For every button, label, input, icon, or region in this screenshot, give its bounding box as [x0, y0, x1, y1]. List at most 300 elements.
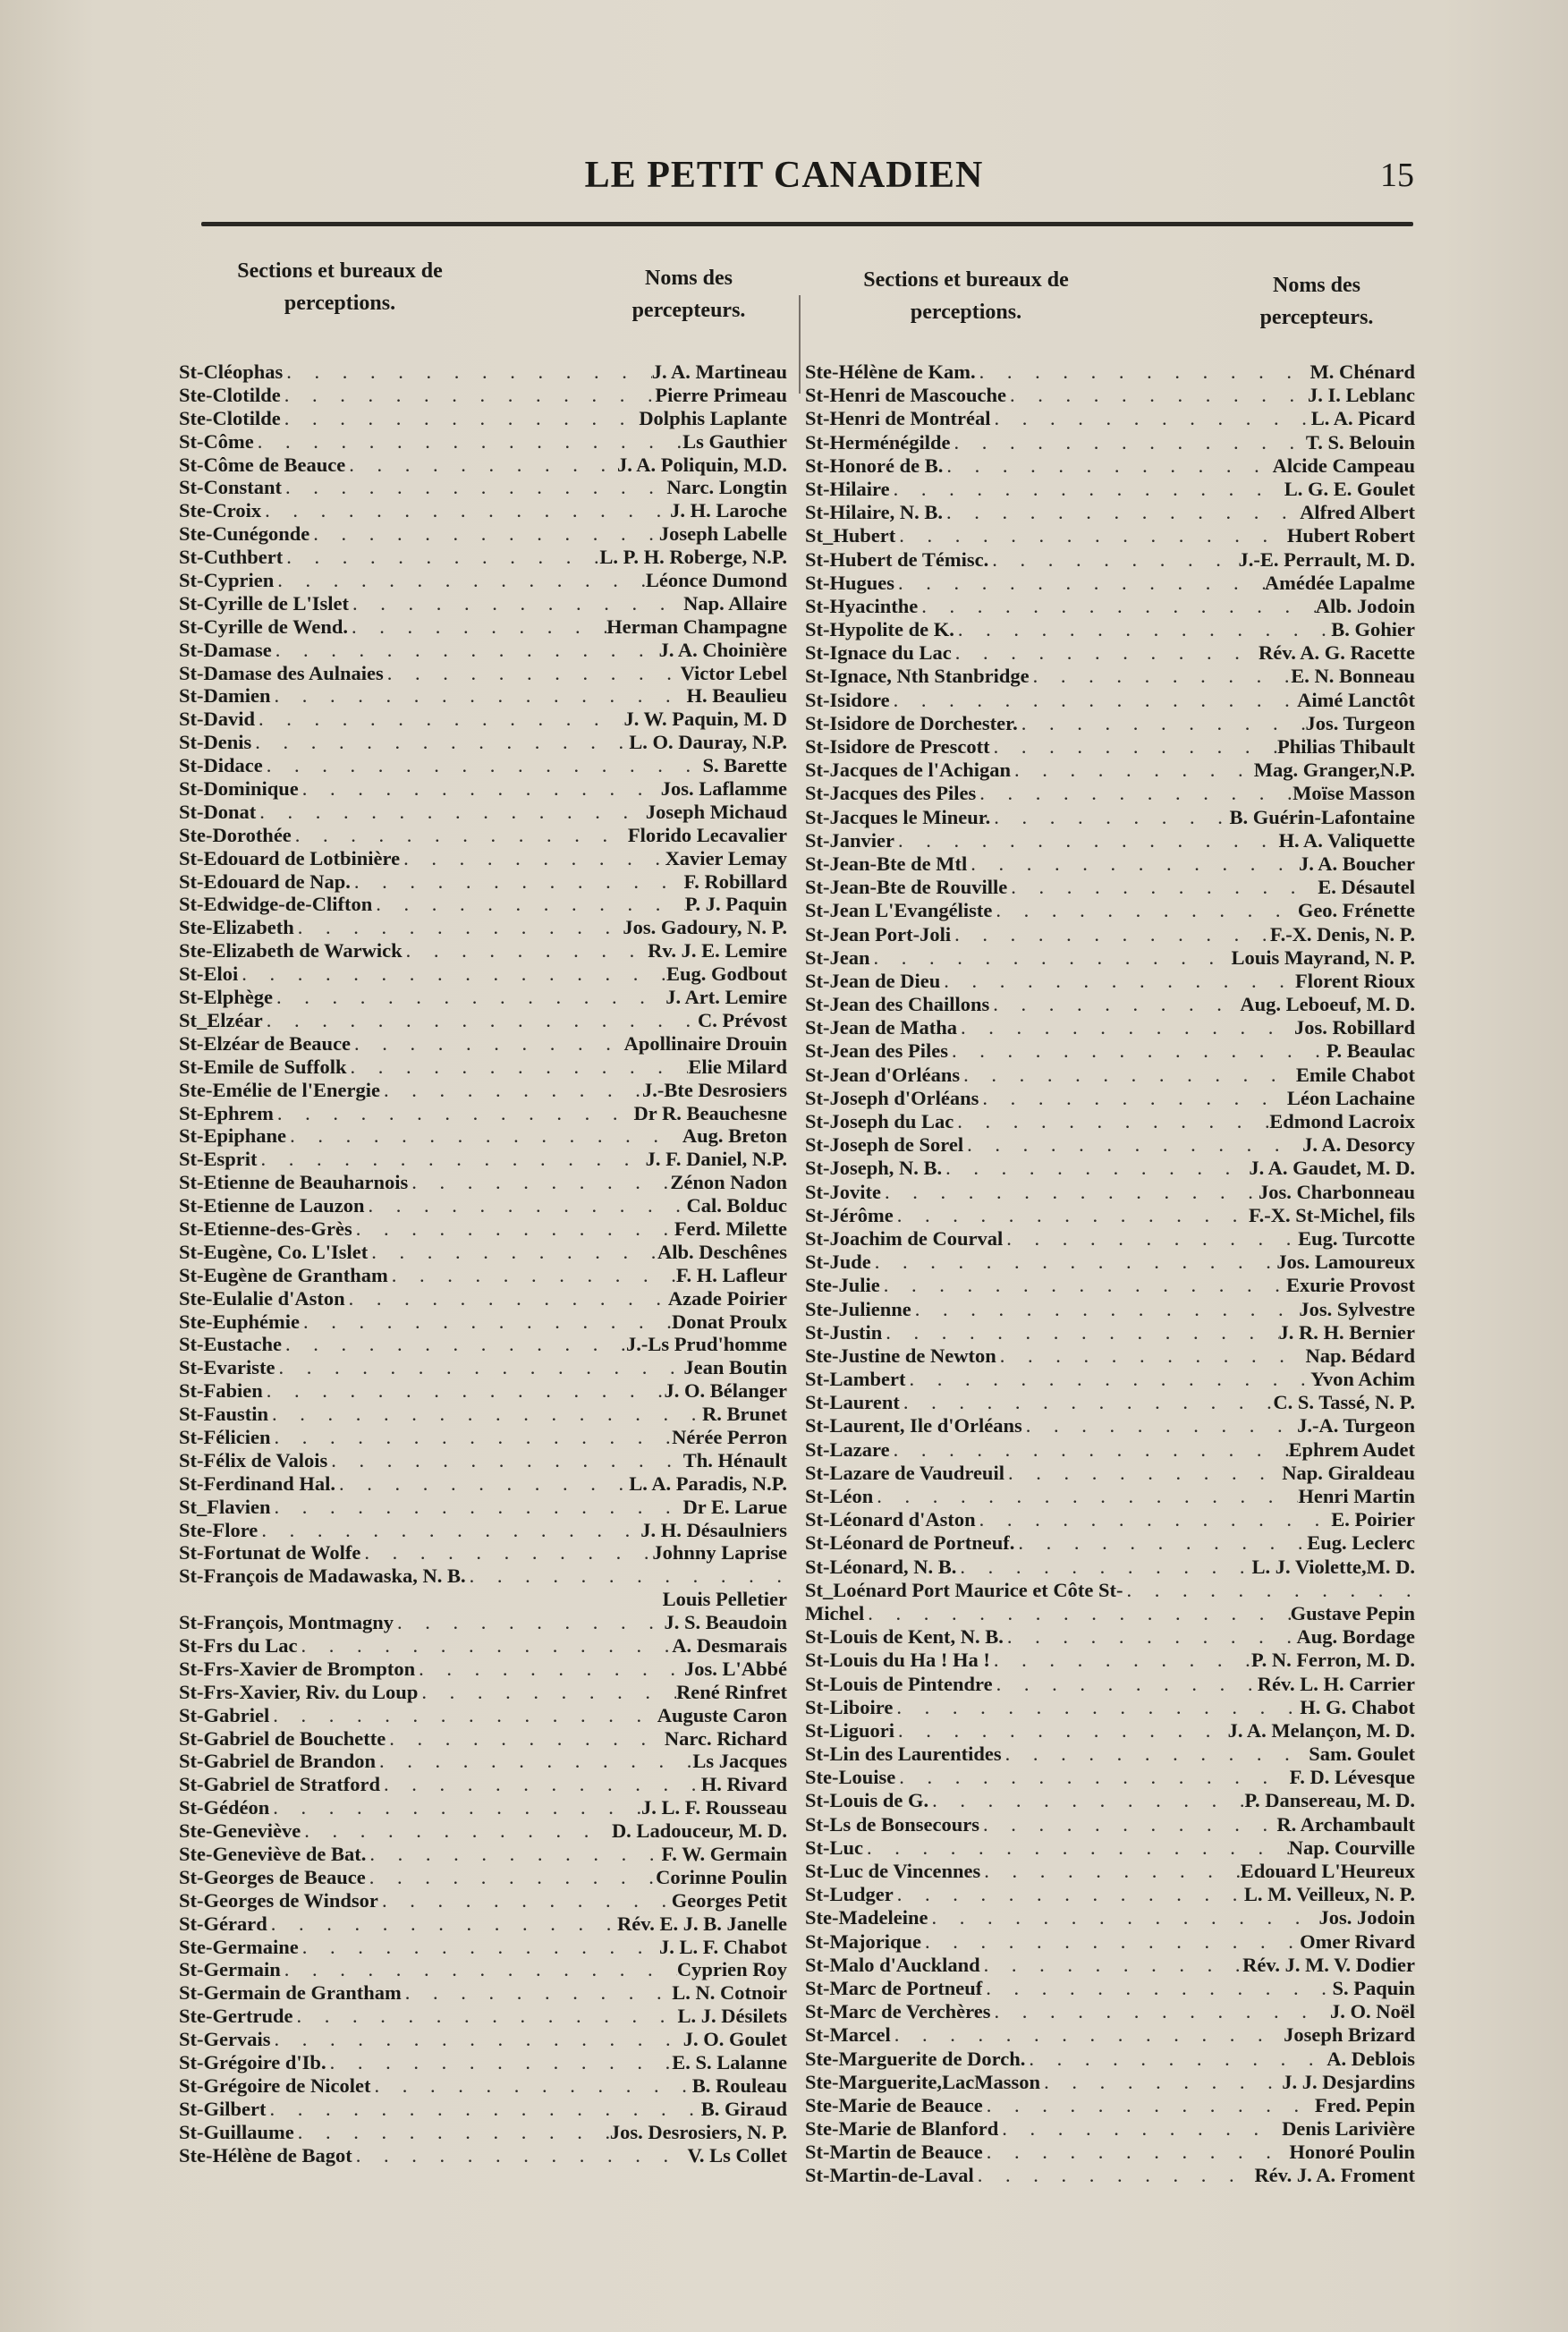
list-item [805, 1181, 1415, 1204]
list-item [179, 754, 787, 777]
leader-dots [263, 754, 703, 777]
section-name: St-Hypolite de K. [805, 618, 954, 641]
percepteur-name: Rév. A. G. Racette [1259, 641, 1415, 665]
section-name: St-Damase des Aulnaies [179, 661, 384, 684]
leader-dots [928, 1789, 1244, 1812]
percepteur-name: J. H. Laroche [670, 499, 787, 522]
list-item [179, 870, 787, 894]
leader-dots [1014, 1531, 1307, 1555]
list-item [179, 2144, 787, 2167]
section-name: St-Eloi [179, 962, 239, 986]
section-name: St-Etienne de Beauharnois [179, 1171, 409, 1194]
percepteur-name: Moïse Masson [1293, 782, 1415, 805]
percepteur-name: Alcide Campeau [1272, 454, 1415, 477]
list-item [179, 1634, 787, 1658]
percepteur-name: Ephrem Audet [1288, 1437, 1415, 1461]
percepteur-name: Ls Jacques [692, 1750, 787, 1773]
percepteur-name: Jos. Laflamme [660, 777, 787, 801]
list-item [805, 1251, 1415, 1274]
section-name: St-Joseph de Sorel [805, 1133, 964, 1157]
section-name: St-Eustache [179, 1333, 283, 1356]
percepteur-name: Rv. J. E. Lemire [648, 939, 787, 962]
leader-dots [365, 1194, 687, 1217]
percepteur-name: Philias Thibault [1276, 735, 1415, 758]
leader-dots [309, 522, 659, 546]
leader-dots [351, 870, 684, 894]
section-name: St-Gervais [179, 2028, 271, 2051]
section-name: Ste-Justine de Newton [805, 1344, 996, 1367]
percepteur-name: Rév. J. M. V. Dodier [1242, 1953, 1415, 1976]
percepteur-name: J. Art. Lemire [665, 986, 787, 1009]
section-name: Ste-Marguerite,LacMasson [805, 2070, 1041, 2093]
list-item [805, 712, 1415, 735]
section-name: St-Marc de Verchères [805, 2000, 991, 2023]
percepteur-name: Honoré Poulin [1289, 2141, 1415, 2164]
list-item [179, 2051, 787, 2074]
leader-dots [366, 1843, 661, 1866]
percepteur-name: P. Dansereau, M. D. [1244, 1789, 1415, 1812]
leader-dots [1040, 2071, 1282, 2094]
section-name: St-Cléophas [179, 360, 284, 383]
leader-dots [979, 1087, 1286, 1110]
percepteur-name: L. O. Dauray, N.P. [629, 731, 787, 754]
sections-heading: Sections et bureaux de perceptions. [863, 268, 1069, 324]
percepteur-name: Florido Lecavalier [627, 823, 787, 846]
section-name: St-Laurent, Ile d'Orléans [805, 1414, 1022, 1437]
section-name: St-Damien [179, 684, 271, 708]
list-item [805, 1344, 1415, 1368]
left-column [179, 255, 787, 2167]
leader-dots [894, 1719, 1228, 1743]
list-item [805, 641, 1415, 665]
percepteur-name: Donat Proulx [672, 1310, 787, 1333]
percepteur-name: B. Rouleau [691, 2073, 787, 2097]
section-name: St-Ignace du Lac [805, 641, 952, 665]
percepteur-name: H. A. Valiquette [1278, 828, 1415, 852]
section-name: St-Dominique [179, 777, 299, 801]
leader-dots [299, 1936, 659, 1959]
percepteur-name: F. D. Lévesque [1289, 1766, 1415, 1789]
section-name: St-Jean-Bte de Mtl [805, 852, 968, 875]
percepteur-name: J.-A. Turgeon [1297, 1414, 1415, 1437]
leader-dots [351, 1032, 624, 1056]
section-name: St-Cyprien [179, 569, 275, 592]
leader-dots [870, 946, 1232, 970]
percepteur-name: A. Desmarais [672, 1633, 787, 1657]
list-item [179, 1403, 787, 1426]
leader-dots [352, 2144, 688, 2167]
section-name: St-Léon [805, 1485, 874, 1507]
list-item [179, 1936, 787, 1959]
percepteur-name: T. S. Belouin [1305, 430, 1415, 454]
percepteur-name: Nap. Allaire [683, 591, 787, 615]
section-name: St-Hilaire, N. B. [805, 501, 943, 524]
list-item [179, 639, 787, 662]
section-name: St-Henri de Montréal [805, 407, 991, 430]
percepteur-name: J. H. Désaulniers [640, 1518, 787, 1541]
percepteur-name: Victor Lebel [680, 661, 787, 684]
list-item [805, 2094, 1415, 2117]
leader-dots [988, 548, 1238, 572]
section-name: St-Louis du Ha ! Ha ! [805, 1649, 990, 1672]
leader-dots [890, 1438, 1289, 1462]
percepteur-name: L. A. Paradis, N.P. [629, 1471, 787, 1495]
leader-dots [894, 829, 1278, 852]
list-item [179, 1472, 787, 1496]
percepteur-name: J. S. Beaudoin [664, 1611, 787, 1634]
leader-dots [266, 2098, 700, 2121]
section-name: St-Etienne de Lauzon [179, 1194, 365, 1217]
leader-dots [269, 1704, 657, 1727]
list-item [179, 962, 787, 986]
section-name: Ste-Julienne [805, 1297, 911, 1320]
list-item [179, 1032, 787, 1056]
section-name: Ste-Geneviève de Bat. [179, 1843, 367, 1865]
leader-dots [345, 454, 617, 477]
section-name: Ste-Clotilde [179, 383, 281, 406]
list-item [805, 572, 1415, 595]
percepteur-name: M. Chénard [1309, 360, 1415, 383]
leader-dots [864, 1602, 1290, 1625]
section-name: St-Denis [179, 731, 252, 754]
percepteur-name: R. Archambault [1276, 1812, 1415, 1836]
section-name: St-Herménégilde [805, 430, 951, 454]
percepteur-name: Edmond Lacroix [1269, 1110, 1415, 1132]
section-name: St-Joseph du Lac [805, 1110, 954, 1132]
section-name: St-Georges de Windsor [179, 1888, 378, 1912]
section-name: St-Frs du Lac [179, 1633, 298, 1657]
leader-dots [415, 1658, 684, 1681]
list-item [179, 708, 787, 731]
leader-dots [1022, 1414, 1297, 1437]
percepteur-name: Jos. Lamoureux [1276, 1251, 1415, 1274]
right-list [805, 360, 1415, 2188]
section-name: St-Félix de Valois [179, 1448, 328, 1471]
leader-dots [918, 595, 1315, 618]
section-name: St-Jean-Bte de Rouville [805, 876, 1008, 899]
section-name: St-Edwidge-de-Clifton [179, 893, 373, 916]
percepteur-name: C. Prévost [698, 1008, 787, 1031]
section-name: St-Faustin [179, 1403, 269, 1426]
percepteur-name: L. N. Cotnoir [672, 1981, 787, 2005]
percepteur-name: Rév. E. J. B. Janelle [617, 1912, 787, 1935]
list-item [179, 847, 787, 870]
percepteur-name: Johnny Laprise [652, 1541, 787, 1565]
leader-dots [992, 899, 1297, 922]
list-item [805, 759, 1415, 782]
section-name: St-Jacques des Piles [805, 782, 977, 805]
list-item [805, 1204, 1415, 1227]
sections-heading: Sections et bureaux de perceptions. [237, 259, 443, 315]
leader-dots [270, 1426, 672, 1449]
section-name: St-Joseph d'Orléans [805, 1086, 979, 1109]
list-item [805, 2023, 1415, 2047]
percepteur-name: C. S. Tassé, N. P. [1273, 1391, 1415, 1414]
section-name: St-Jean de Dieu [805, 969, 941, 992]
percepteur-name: J. A. Boucher [1298, 852, 1415, 875]
percepteur-name: Geo. Frénette [1297, 899, 1415, 922]
percepteur-name: Jos. Desrosiers, N. P. [609, 2120, 787, 2143]
section-name: Ste-Hélène de Kam. [805, 360, 976, 383]
leader-dots [267, 1912, 617, 1936]
leader-dots [982, 1977, 1332, 2000]
list-item [805, 1883, 1415, 1906]
section-name: Ste-Marie de Beauce [805, 2093, 983, 2116]
section-name: St-Léonard de Portneuf. [805, 1531, 1015, 1555]
percepteur-name: J. A. Choinière [658, 638, 787, 661]
percepteur-name: Emile Chabot [1295, 1063, 1415, 1086]
leader-dots [895, 524, 1287, 547]
percepteur-name: E. Poirier [1331, 1508, 1415, 1531]
percepteur-name: J.-E. Perrault, M. D. [1238, 547, 1415, 571]
section-name: St-Lin des Laurentides [805, 1743, 1002, 1766]
list-item [179, 1727, 787, 1751]
section-name: St-Frs-Xavier, Riv. du Loup [179, 1680, 419, 1703]
list-item [805, 2141, 1415, 2164]
percepteur-name: Ls Gauthier [682, 429, 787, 453]
list-item [179, 569, 787, 592]
leader-dots [983, 2141, 1290, 2164]
leader-dots [1011, 759, 1254, 782]
percepteur-name: L. M. Veilleux, N. P. [1243, 1883, 1415, 1906]
list-item [179, 1773, 787, 1796]
leader-dots [990, 2000, 1330, 2023]
list-item [805, 1789, 1415, 1812]
list-item [179, 360, 787, 384]
list-item [179, 1217, 787, 1241]
list-item [805, 548, 1415, 572]
leader-dots [894, 1883, 1244, 1906]
section-name: St-Eugène de Grantham [179, 1263, 388, 1286]
percepteur-name: J. A. Desorcy [1302, 1133, 1415, 1157]
list-item [179, 1056, 787, 1079]
leader-dots [274, 569, 646, 592]
leader-dots [1018, 712, 1306, 735]
list-item [805, 1860, 1415, 1883]
leader-dots [976, 1508, 1332, 1531]
section-name: St-Majorique [805, 1929, 921, 1953]
percepteur-name: Eug. Leclerc [1307, 1531, 1415, 1555]
percepteur-name: Jean Boutin [683, 1356, 787, 1379]
percepteur-name: E. S. Lalanne [672, 2051, 787, 2074]
percepteur-name: Sam. Goulet [1309, 1743, 1415, 1766]
section-name: St-Liboire [805, 1695, 894, 1718]
percepteur-name: J. L. F. Chabot [659, 1935, 787, 1958]
section-name: St-Hugues [805, 571, 895, 594]
list-item [179, 1124, 787, 1148]
percepteur-name: Joseph Labelle [658, 522, 787, 546]
leader-dots [963, 1133, 1302, 1157]
percepteur-name: Cal. Bolduc [686, 1194, 787, 1217]
leader-dots [273, 986, 665, 1009]
percepteur-name: Nérée Perron [672, 1425, 787, 1448]
leader-dots [882, 1321, 1278, 1344]
percepteur-name: H. Rivard [700, 1773, 787, 1796]
section-name: St-Jean des Piles [805, 1039, 948, 1063]
list-item [805, 876, 1415, 899]
leader-dots [283, 360, 651, 384]
percepteur-name: Aug. Breton [682, 1124, 787, 1148]
percepteur-name: J. R. H. Bernier [1278, 1320, 1415, 1344]
section-name: St-Gabriel [179, 1703, 270, 1726]
section-name: St-Cuthbert [179, 546, 284, 569]
section-name: St-Lambert [805, 1368, 906, 1391]
leader-dots [258, 1148, 646, 1171]
section-name: St-Evariste [179, 1356, 275, 1379]
percepteur-name: Georges Petit [671, 1888, 787, 1912]
leader-dots [954, 1110, 1269, 1133]
leader-dots [400, 847, 665, 870]
list-item [179, 1496, 787, 1519]
leader-dots [1007, 876, 1318, 899]
leader-dots [942, 1157, 1249, 1180]
left-list [179, 360, 787, 2167]
section-name: St-Justin [805, 1320, 883, 1344]
percepteurs-heading: Noms des percepteurs. [631, 267, 746, 322]
leader-dots [269, 1796, 641, 1819]
list-item [179, 801, 787, 824]
list-item [805, 806, 1415, 829]
list-item [805, 501, 1415, 524]
section-name: St-Ferdinand Hal. [179, 1471, 336, 1495]
section-name: St-Isidore de Prescott [805, 735, 990, 758]
leader-dots [894, 1204, 1249, 1227]
percepteur-name: H. Beaulieu [686, 684, 787, 708]
percepteur-name: J. A. Poliquin, M.D. [616, 453, 787, 476]
leader-dots [980, 1860, 1240, 1883]
list-item [179, 1819, 787, 1843]
percepteur-name: Yvon Achim [1310, 1368, 1415, 1391]
percepteur-name: P. J. Paquin [684, 893, 787, 916]
leader-dots [890, 689, 1298, 712]
section-name: St-Hubert de Témisc. [805, 547, 989, 571]
leader-dots [299, 777, 661, 801]
percepteur-name: Jos. L'Abbé [683, 1657, 787, 1680]
section-name: St-Etienne-des-Grès [179, 1217, 352, 1240]
list-item [179, 1194, 787, 1217]
list-item [179, 916, 787, 939]
section-name: St-Cyrille de Wend. [179, 615, 348, 638]
section-name: St-Louis de G. [805, 1789, 929, 1812]
leader-dots [873, 1485, 1298, 1508]
leader-dots [282, 476, 666, 499]
section-name: St-Henri de Mascouche [805, 384, 1006, 407]
leader-dots [954, 618, 1331, 641]
percepteur-name: Dr R. Beauchesne [633, 1101, 787, 1124]
percepteur-name: Corinne Poulin [656, 1865, 787, 1888]
percepteur-name: B. Giraud [700, 2097, 787, 2120]
leader-dots [948, 1039, 1326, 1063]
list-item [179, 1379, 787, 1403]
leader-dots [345, 1287, 668, 1310]
list-item [179, 2074, 787, 2098]
leader-dots [251, 731, 629, 754]
section-name: St_Elzéar [179, 1008, 263, 1031]
leader-dots [366, 1866, 656, 1889]
percepteur-name: Gustave Pepin [1290, 1601, 1415, 1624]
percepteur-name: J. J. Desjardins [1282, 2070, 1415, 2093]
section-name: St-David [179, 708, 256, 731]
leader-dots [348, 615, 606, 639]
leader-dots [271, 684, 687, 708]
section-name: St-Jean de Matha [805, 1016, 957, 1039]
list-item [805, 970, 1415, 993]
section-name: St-Isidore de Dorchester. [805, 711, 1018, 734]
leader-dots [394, 1611, 664, 1634]
list-item [805, 2117, 1415, 2141]
leader-dots [998, 2117, 1282, 2141]
list-item [805, 1930, 1415, 1954]
section-name: Ste-Cunégonde [179, 522, 310, 546]
percepteur-name: Ferd. Milette [674, 1217, 787, 1240]
list-item [805, 993, 1415, 1016]
leader-dots [1123, 1579, 1415, 1602]
percepteur-name: Alb. Jodoin [1315, 594, 1415, 617]
leader-dots [258, 1519, 640, 1542]
list-item [805, 2000, 1415, 2023]
leader-dots [990, 1649, 1251, 1672]
list-item [179, 1264, 787, 1287]
list-item [179, 684, 787, 708]
percepteur-name: Léon Lachaine [1286, 1086, 1415, 1109]
percepteur-name: F. H. Lafleur [675, 1263, 787, 1286]
list-item [805, 923, 1415, 946]
percepteur-name: Aug. Bordage [1296, 1625, 1415, 1649]
percepteur-name: Amédée Lapalme [1264, 571, 1415, 594]
percepteur-name: J. A. Gaudet, M. D. [1249, 1157, 1415, 1180]
section-name: Ste-Croix [179, 499, 262, 522]
leader-dots [271, 1496, 683, 1519]
leader-dots [466, 1565, 787, 1588]
section-name: St-Martin-de-Laval [805, 2164, 974, 2187]
section-name: St-Jacques de l'Achigan [805, 759, 1012, 782]
list-item [179, 2005, 787, 2028]
list-item [179, 1681, 787, 1704]
leader-dots [360, 1541, 652, 1565]
percepteur-name: L. P. H. Roberge, N.P. [599, 546, 787, 569]
section-name: St-Edouard de Lotbinière [179, 846, 401, 869]
leader-dots [990, 407, 1310, 430]
leader-dots [979, 1813, 1276, 1836]
section-name: St-Didace [179, 754, 263, 777]
list-item [179, 986, 787, 1009]
percepteur-name: Jos. Gadoury, N. P. [623, 916, 787, 939]
leader-dots [967, 852, 1299, 876]
leader-dots [891, 2023, 1284, 2047]
list-item [179, 1148, 787, 1171]
section-name: St-Elphège [179, 986, 274, 1009]
percepteur-name: Pierre Primeau [655, 383, 787, 406]
percepteur-name: Narc. Longtin [666, 476, 787, 499]
section-name: St-Honoré de B. [805, 454, 944, 477]
section-name: St-Guillaume [179, 2120, 294, 2143]
percepteur-name: Henri Martin [1298, 1485, 1415, 1507]
leader-dots [347, 1056, 689, 1079]
list-item [805, 478, 1415, 501]
leader-dots [327, 1449, 682, 1472]
section-name: St-Lazare de Vaudreuil [805, 1461, 1004, 1484]
leader-dots [408, 1171, 670, 1194]
percepteur-name: Narc. Richard [664, 1726, 787, 1750]
section-name: St-Georges de Beauce [179, 1865, 366, 1888]
percepteur-name: J.-Ls Prud'homme [626, 1333, 787, 1356]
percepteur-name: Jos. Turgeon [1305, 711, 1415, 734]
right-column-header [805, 255, 1415, 353]
percepteur-name: Aug. Leboeuf, M. D. [1240, 993, 1415, 1016]
page-header [0, 154, 1568, 208]
list-item [805, 1414, 1415, 1437]
list-item [179, 1588, 787, 1611]
